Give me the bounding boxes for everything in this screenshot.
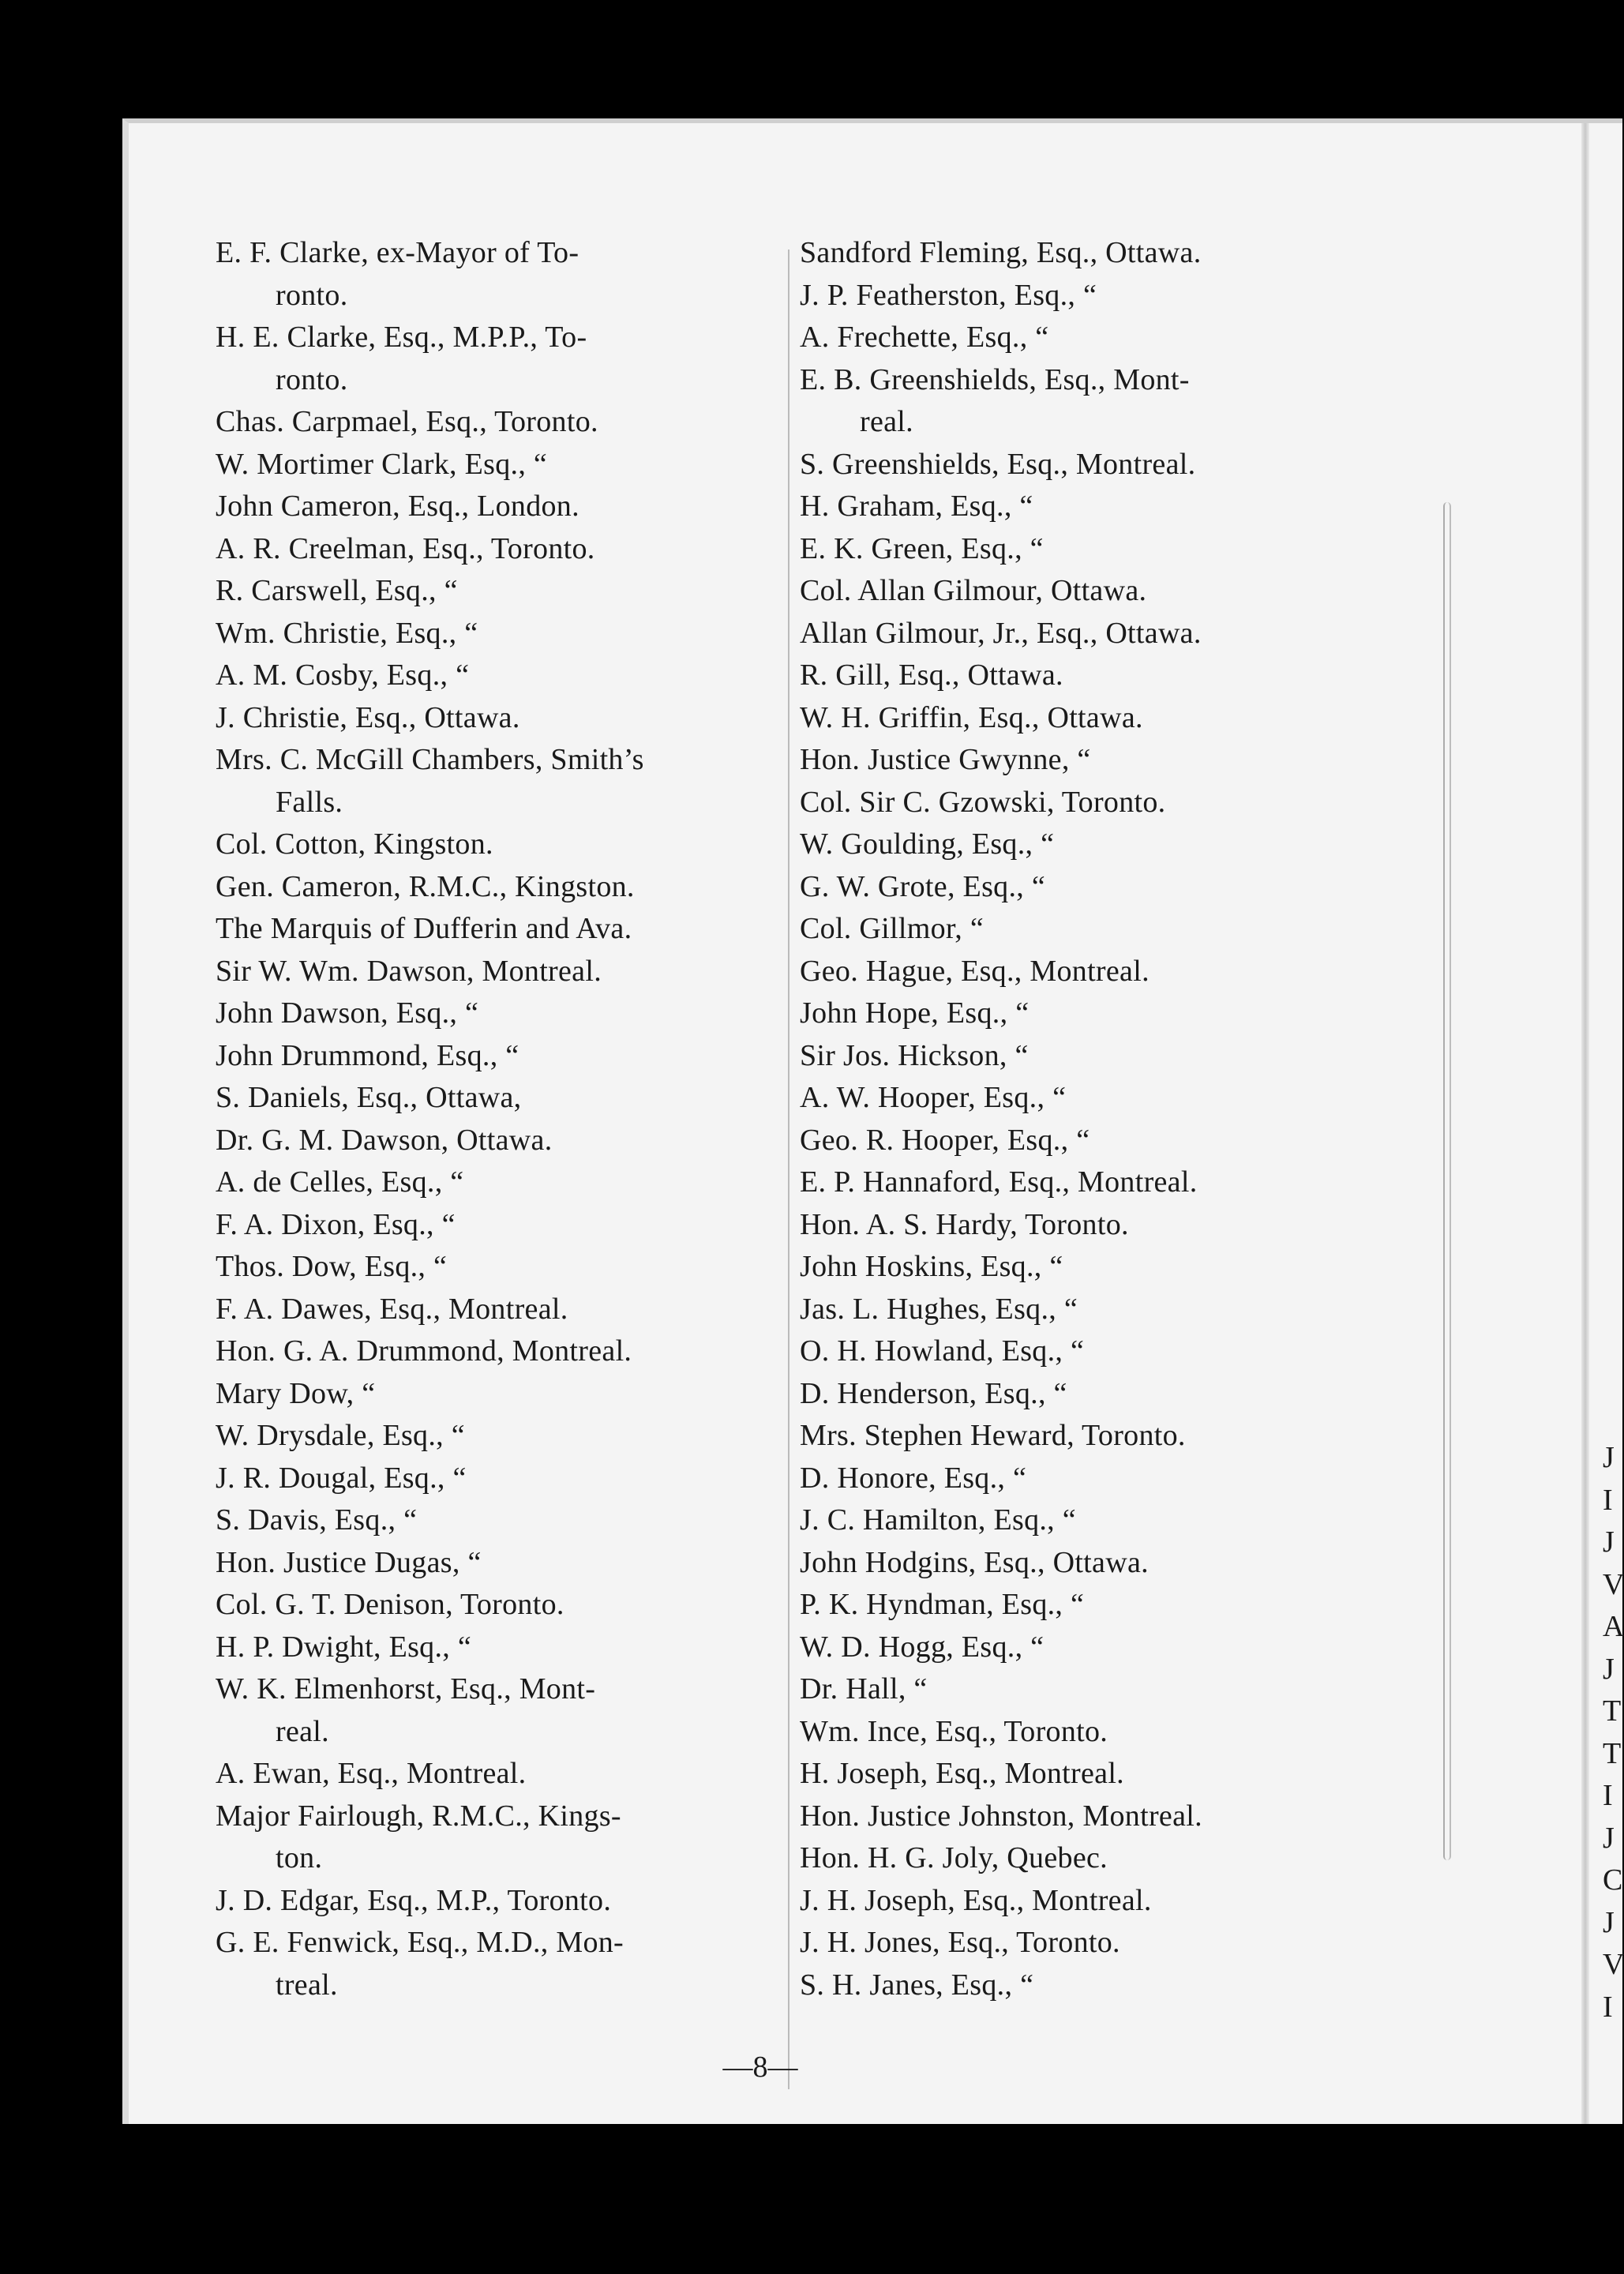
list-entry	[216, 1246, 768, 1289]
entry-name: John Cameron, Esq., London.	[216, 490, 579, 523]
entry-name: P. K. Hyndman, Esq., “	[800, 1588, 1085, 1621]
list-entry	[800, 1035, 1431, 1078]
list-entry	[216, 1880, 768, 1923]
list-entry	[216, 317, 768, 401]
entry-name: Dr. G. M. Dawson, Ottawa.	[216, 1123, 553, 1157]
list-entry	[800, 697, 1431, 740]
list-entry	[800, 1330, 1431, 1373]
edge-letter: I	[1603, 1990, 1613, 2024]
entry-continuation: real.	[276, 1714, 329, 1748]
entry-name: R. Carswell, Esq., “	[216, 574, 458, 607]
entry-name: E. P. Hannaford, Esq., Montreal.	[800, 1165, 1198, 1199]
entry-name: G. E. Fenwick, Esq., M.D., Mon-	[216, 1926, 624, 1959]
edge-letter: A	[1603, 1610, 1624, 1643]
entry-name: Sir Jos. Hickson, “	[800, 1038, 1029, 1072]
list-entry	[800, 655, 1431, 697]
entry-name: John Dawson, Esq., “	[216, 996, 479, 1030]
list-entry	[800, 1542, 1431, 1585]
entry-continuation: treal.	[276, 1968, 338, 2002]
entry-name: Wm. Ince, Esq., Toronto.	[800, 1714, 1108, 1748]
facing-page-edge-letters	[1603, 1437, 1624, 2028]
list-entry	[216, 1035, 768, 1078]
list-entry	[216, 1161, 768, 1204]
list-entry	[216, 866, 768, 909]
list-entry	[800, 275, 1431, 317]
list-entry	[800, 1458, 1431, 1500]
entry-name: J. H. Joseph, Esq., Montreal.	[800, 1883, 1152, 1917]
list-entry	[800, 486, 1431, 528]
list-entry	[800, 1204, 1431, 1247]
list-entry	[800, 1753, 1431, 1796]
entry-name: Col. Gillmor, “	[800, 912, 985, 945]
entry-name: Col. G. T. Denison, Toronto.	[216, 1588, 564, 1621]
entry-name: A. R. Creelman, Esq., Toronto.	[216, 531, 595, 565]
entry-name: Hon. H. G. Joly, Quebec.	[800, 1841, 1108, 1874]
list-entry	[216, 1373, 768, 1416]
list-entry	[800, 951, 1431, 993]
entry-name: E. B. Greenshields, Esq., Mont-	[800, 362, 1190, 396]
entry-name: John Hodgins, Esq., Ottawa.	[800, 1545, 1149, 1579]
edge-letter: T	[1603, 1694, 1622, 1728]
list-entry	[800, 1246, 1431, 1289]
entry-name: J. P. Featherston, Esq., “	[800, 278, 1097, 312]
list-entry	[800, 866, 1431, 909]
entry-name: D. Honore, Esq., “	[800, 1461, 1027, 1495]
list-entry	[800, 1584, 1431, 1627]
edge-letter: J	[1603, 1441, 1615, 1474]
list-entry	[216, 1330, 768, 1373]
list-entry	[800, 1837, 1431, 1880]
entry-name: Col. Allan Gilmour, Ottawa.	[800, 574, 1147, 607]
entry-name: John Drummond, Esq., “	[216, 1038, 519, 1072]
list-entry	[800, 1922, 1431, 1964]
entry-name: Mrs. Stephen Heward, Toronto.	[800, 1419, 1186, 1452]
entry-name: John Hope, Esq., “	[800, 996, 1030, 1030]
list-entry	[216, 1289, 768, 1331]
entry-name: O. H. Howland, Esq., “	[800, 1334, 1085, 1368]
entry-name: J. R. Dougal, Esq., “	[216, 1461, 467, 1495]
list-entry	[216, 1542, 768, 1585]
entry-name: Hon. Justice Dugas, “	[216, 1545, 482, 1579]
list-entry	[216, 697, 768, 740]
list-entry	[800, 528, 1431, 571]
entry-name: A. Ewan, Esq., Montreal.	[216, 1757, 527, 1790]
entry-name: Jas. L. Hughes, Esq., “	[800, 1292, 1078, 1326]
list-entry	[800, 1161, 1431, 1204]
entry-name: Col. Cotton, Kingston.	[216, 827, 493, 861]
entry-name: A. Frechette, Esq., “	[800, 321, 1049, 354]
list-entry	[800, 1796, 1431, 1838]
entry-name: John Hoskins, Esq., “	[800, 1250, 1063, 1283]
entry-name: Major Fairlough, R.M.C., Kings-	[216, 1799, 621, 1833]
list-entry	[216, 1668, 768, 1753]
entry-name: H. Graham, Esq., “	[800, 490, 1033, 523]
list-entry	[800, 359, 1431, 444]
entry-continuation: ton.	[276, 1841, 323, 1874]
entry-name: Sandford Fleming, Esq., Ottawa.	[800, 236, 1202, 269]
list-entry	[216, 232, 768, 317]
list-entry	[800, 1627, 1431, 1669]
entry-name: E. F. Clarke, ex-Mayor of To-	[216, 236, 579, 269]
entry-name: Allan Gilmour, Jr., Esq., Ottawa.	[800, 616, 1202, 650]
list-entry	[800, 739, 1431, 782]
entry-name: Geo. Hague, Esq., Montreal.	[800, 954, 1150, 988]
entry-name: Col. Sir C. Gzowski, Toronto.	[800, 785, 1166, 819]
list-entry	[800, 908, 1431, 951]
list-entry	[216, 1584, 768, 1627]
entry-name: J. C. Hamilton, Esq., “	[800, 1503, 1076, 1537]
list-entry	[216, 951, 768, 993]
entry-name: W. Drysdale, Esq., “	[216, 1419, 465, 1452]
list-entry	[216, 1120, 768, 1162]
entry-name: F. A. Dawes, Esq., Montreal.	[216, 1292, 568, 1326]
list-entry	[800, 993, 1431, 1035]
list-entry	[216, 401, 768, 444]
entry-name: J. D. Edgar, Esq., M.P., Toronto.	[216, 1883, 612, 1917]
entry-name: Chas. Carpmael, Esq., Toronto.	[216, 405, 598, 438]
edge-letter: I	[1603, 1483, 1613, 1517]
list-entry	[800, 824, 1431, 866]
entry-name: S. Greenshields, Esq., Montreal.	[800, 447, 1196, 481]
list-entry	[800, 1880, 1431, 1923]
list-entry	[216, 1077, 768, 1120]
edge-letter: C	[1603, 1863, 1623, 1897]
entry-name: W. H. Griffin, Esq., Ottawa.	[800, 700, 1143, 734]
fold-line	[1443, 502, 1451, 1860]
list-entry	[216, 486, 768, 528]
entry-name: A. W. Hooper, Esq., “	[800, 1081, 1067, 1114]
entry-name: H. Joseph, Esq., Montreal.	[800, 1757, 1124, 1790]
entry-name: Hon. Justice Johnston, Montreal.	[800, 1799, 1202, 1833]
page-edge	[1581, 123, 1589, 2124]
entry-name: J. H. Jones, Esq., Toronto.	[800, 1926, 1120, 1959]
list-entry	[216, 993, 768, 1035]
list-entry	[800, 1668, 1431, 1711]
entry-name: H. P. Dwight, Esq., “	[216, 1630, 472, 1664]
entry-name: A. de Celles, Esq., “	[216, 1165, 464, 1199]
left-column	[216, 232, 768, 2006]
entry-name: W. K. Elmenhorst, Esq., Mont-	[216, 1672, 596, 1706]
column-divider	[788, 250, 789, 2089]
book-page	[122, 118, 1622, 2124]
list-entry	[216, 1415, 768, 1458]
list-entry	[216, 528, 768, 571]
entry-name: A. M. Cosby, Esq., “	[216, 659, 470, 692]
entry-name: Geo. R. Hooper, Esq., “	[800, 1123, 1090, 1157]
page-number: —8—	[722, 2051, 798, 2084]
list-entry	[216, 613, 768, 655]
list-entry	[216, 1922, 768, 2006]
list-entry	[800, 1499, 1431, 1542]
entry-name: Gen. Cameron, R.M.C., Kingston.	[216, 869, 635, 903]
right-column	[800, 232, 1431, 2006]
list-entry	[216, 1499, 768, 1542]
entry-name: Hon. Justice Gwynne, “	[800, 743, 1091, 776]
edge-letter: J	[1603, 1821, 1615, 1855]
entry-name: W. Goulding, Esq., “	[800, 827, 1055, 861]
entry-continuation: real.	[860, 405, 913, 438]
list-entry	[800, 1964, 1431, 2007]
entry-name: Dr. Hall, “	[800, 1672, 928, 1706]
entry-name: E. K. Green, Esq., “	[800, 531, 1044, 565]
edge-letter: I	[1603, 1779, 1613, 1812]
list-entry	[800, 444, 1431, 486]
edge-letter: J	[1603, 1905, 1615, 1939]
entry-name: S. H. Janes, Esq., “	[800, 1968, 1034, 2002]
entry-name: J. Christie, Esq., Ottawa.	[216, 700, 520, 734]
list-entry	[800, 1120, 1431, 1162]
entry-name: Mrs. C. McGill Chambers, Smith’s	[216, 743, 644, 776]
entry-name: S. Daniels, Esq., Ottawa,	[216, 1081, 522, 1114]
list-entry	[800, 1289, 1431, 1331]
entry-name: D. Henderson, Esq., “	[800, 1376, 1067, 1410]
list-entry	[800, 570, 1431, 613]
list-entry	[216, 1796, 768, 1880]
entry-name: Hon. A. S. Hardy, Toronto.	[800, 1207, 1129, 1241]
list-entry	[216, 655, 768, 697]
list-entry	[216, 1458, 768, 1500]
edge-letter: J	[1603, 1652, 1615, 1686]
entry-name: R. Gill, Esq., Ottawa.	[800, 659, 1063, 692]
list-entry	[216, 444, 768, 486]
list-entry	[216, 824, 768, 866]
entry-name: Wm. Christie, Esq., “	[216, 616, 478, 650]
edge-letter: V	[1603, 1948, 1624, 1981]
list-entry	[216, 739, 768, 824]
entry-name: S. Davis, Esq., “	[216, 1503, 418, 1537]
list-entry	[216, 1753, 768, 1796]
list-entry	[800, 1077, 1431, 1120]
entry-name: Thos. Dow, Esq., “	[216, 1250, 448, 1283]
list-entry	[216, 1204, 768, 1247]
entry-name: The Marquis of Dufferin and Ava.	[216, 912, 632, 945]
entry-continuation: ronto.	[276, 278, 348, 312]
list-entry	[216, 570, 768, 613]
edge-letter: V	[1603, 1567, 1624, 1601]
list-entry	[800, 782, 1431, 824]
edge-letter: T	[1603, 1736, 1622, 1770]
entry-name: W. Mortimer Clark, Esq., “	[216, 447, 548, 481]
entry-name: W. D. Hogg, Esq., “	[800, 1630, 1045, 1664]
entry-name: H. E. Clarke, Esq., M.P.P., To-	[216, 321, 587, 354]
edge-letter: J	[1603, 1525, 1615, 1559]
list-entry	[800, 613, 1431, 655]
entry-name: F. A. Dixon, Esq., “	[216, 1207, 456, 1241]
list-entry	[800, 1373, 1431, 1416]
entry-name: G. W. Grote, Esq., “	[800, 869, 1046, 903]
list-entry	[800, 232, 1431, 275]
entry-name: Sir W. Wm. Dawson, Montreal.	[216, 954, 602, 988]
entry-name: Hon. G. A. Drummond, Montreal.	[216, 1334, 632, 1368]
list-entry	[800, 1415, 1431, 1458]
list-entry	[800, 317, 1431, 359]
list-entry	[216, 908, 768, 951]
entry-continuation: ronto.	[276, 362, 348, 396]
list-entry	[216, 1627, 768, 1669]
entry-name: Mary Dow, “	[216, 1376, 376, 1410]
list-entry	[800, 1711, 1431, 1754]
entry-continuation: Falls.	[276, 785, 343, 819]
